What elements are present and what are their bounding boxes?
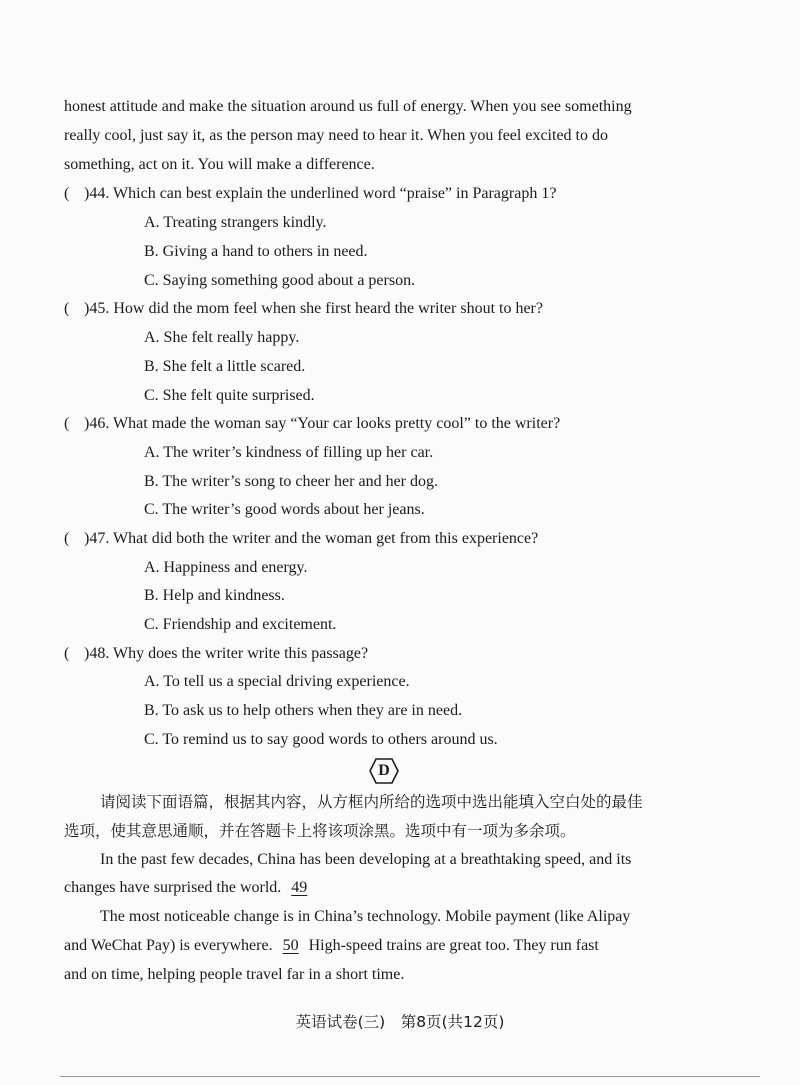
- option-b: B. Giving a hand to others in need.: [144, 243, 368, 260]
- question-stem: )48. Why does the writer write this passage?: [84, 645, 369, 662]
- option-b: B. To ask us to help others when they are in need.: [144, 702, 463, 719]
- question-stem: )45. How did the mom feel when she first heard the writer shout to her?: [84, 300, 543, 317]
- intro-line-3: something, act on it. You will make a difference.: [64, 156, 375, 173]
- option-c: C. To remind us to say good words to others around us.: [144, 731, 498, 748]
- passage-p2-line-2: [64, 936, 599, 956]
- option-a: A. Treating strangers kindly.: [144, 214, 327, 231]
- intro-line-1: honest attitude and make the situation around us full of energy. When you see something: [64, 98, 632, 115]
- intro-line-2: really cool, just say it, as the person may need to hear it. When you feel excited to do: [64, 127, 608, 144]
- option-c: C. The writer’s good words about her jeans.: [144, 501, 425, 518]
- passage-p2-line-1: The most noticeable change is in China’s technology. Mobile payment (like Alipay: [100, 908, 631, 925]
- blank-49[interactable]: 49: [291, 879, 308, 896]
- answer-paren[interactable]: (: [64, 530, 70, 547]
- question-stem: )47. What did both the writer and the woman get from this experience?: [84, 530, 539, 547]
- answer-paren[interactable]: (: [64, 185, 70, 202]
- bottom-rule: [60, 1076, 760, 1077]
- passage-text: changes have surprised the world.: [64, 879, 282, 896]
- option-a: A. Happiness and energy.: [144, 559, 308, 576]
- option-a: A. She felt really happy.: [144, 329, 300, 346]
- blank-50[interactable]: 50: [282, 937, 299, 954]
- option-b: B. She felt a little scared.: [144, 358, 306, 375]
- option-a: A. The writer’s kindness of filling up her car.: [144, 444, 434, 461]
- answer-paren[interactable]: (: [64, 645, 70, 662]
- option-b: B. Help and kindness.: [144, 587, 285, 604]
- passage-text: and WeChat Pay) is everywhere.: [64, 937, 273, 954]
- passage-p2-line-3: and on time, helping people travel far in a short time.: [64, 966, 405, 983]
- passage-p1-line-2: [64, 878, 313, 898]
- option-c: C. She felt quite surprised.: [144, 387, 315, 404]
- question-stem: )46. What made the woman say “Your car looks pretty cool” to the writer?: [84, 415, 561, 432]
- answer-paren[interactable]: (: [64, 415, 70, 432]
- section-d-badge: [369, 758, 399, 784]
- section-letter: D: [378, 762, 390, 779]
- passage-p1-line-1: In the past few decades, China has been developing at a breathtaking speed, and its: [100, 851, 632, 868]
- option-b: B. The writer’s song to cheer her and her dog.: [144, 473, 438, 490]
- instructions-line-2: 选项，使其意思通顺，并在答题卡上将该项涂黑。选项中有一项为多余项。: [64, 822, 576, 840]
- instructions-line-1: 请阅读下面语篇，根据其内容，从方框内所给的选项中选出能填入空白处的最佳: [100, 793, 643, 811]
- question-stem: )44. Which can best explain the underlined word “praise” in Paragraph 1?: [84, 185, 557, 202]
- answer-paren[interactable]: (: [64, 300, 70, 317]
- option-c: C. Saying something good about a person.: [144, 272, 416, 289]
- option-c: C. Friendship and excitement.: [144, 616, 337, 633]
- option-a: A. To tell us a special driving experience.: [144, 673, 410, 690]
- passage-text: High-speed trains are great too. They run fast: [308, 937, 599, 954]
- page-footer: 英语试卷(三) 第8页(共12页): [295, 1013, 505, 1031]
